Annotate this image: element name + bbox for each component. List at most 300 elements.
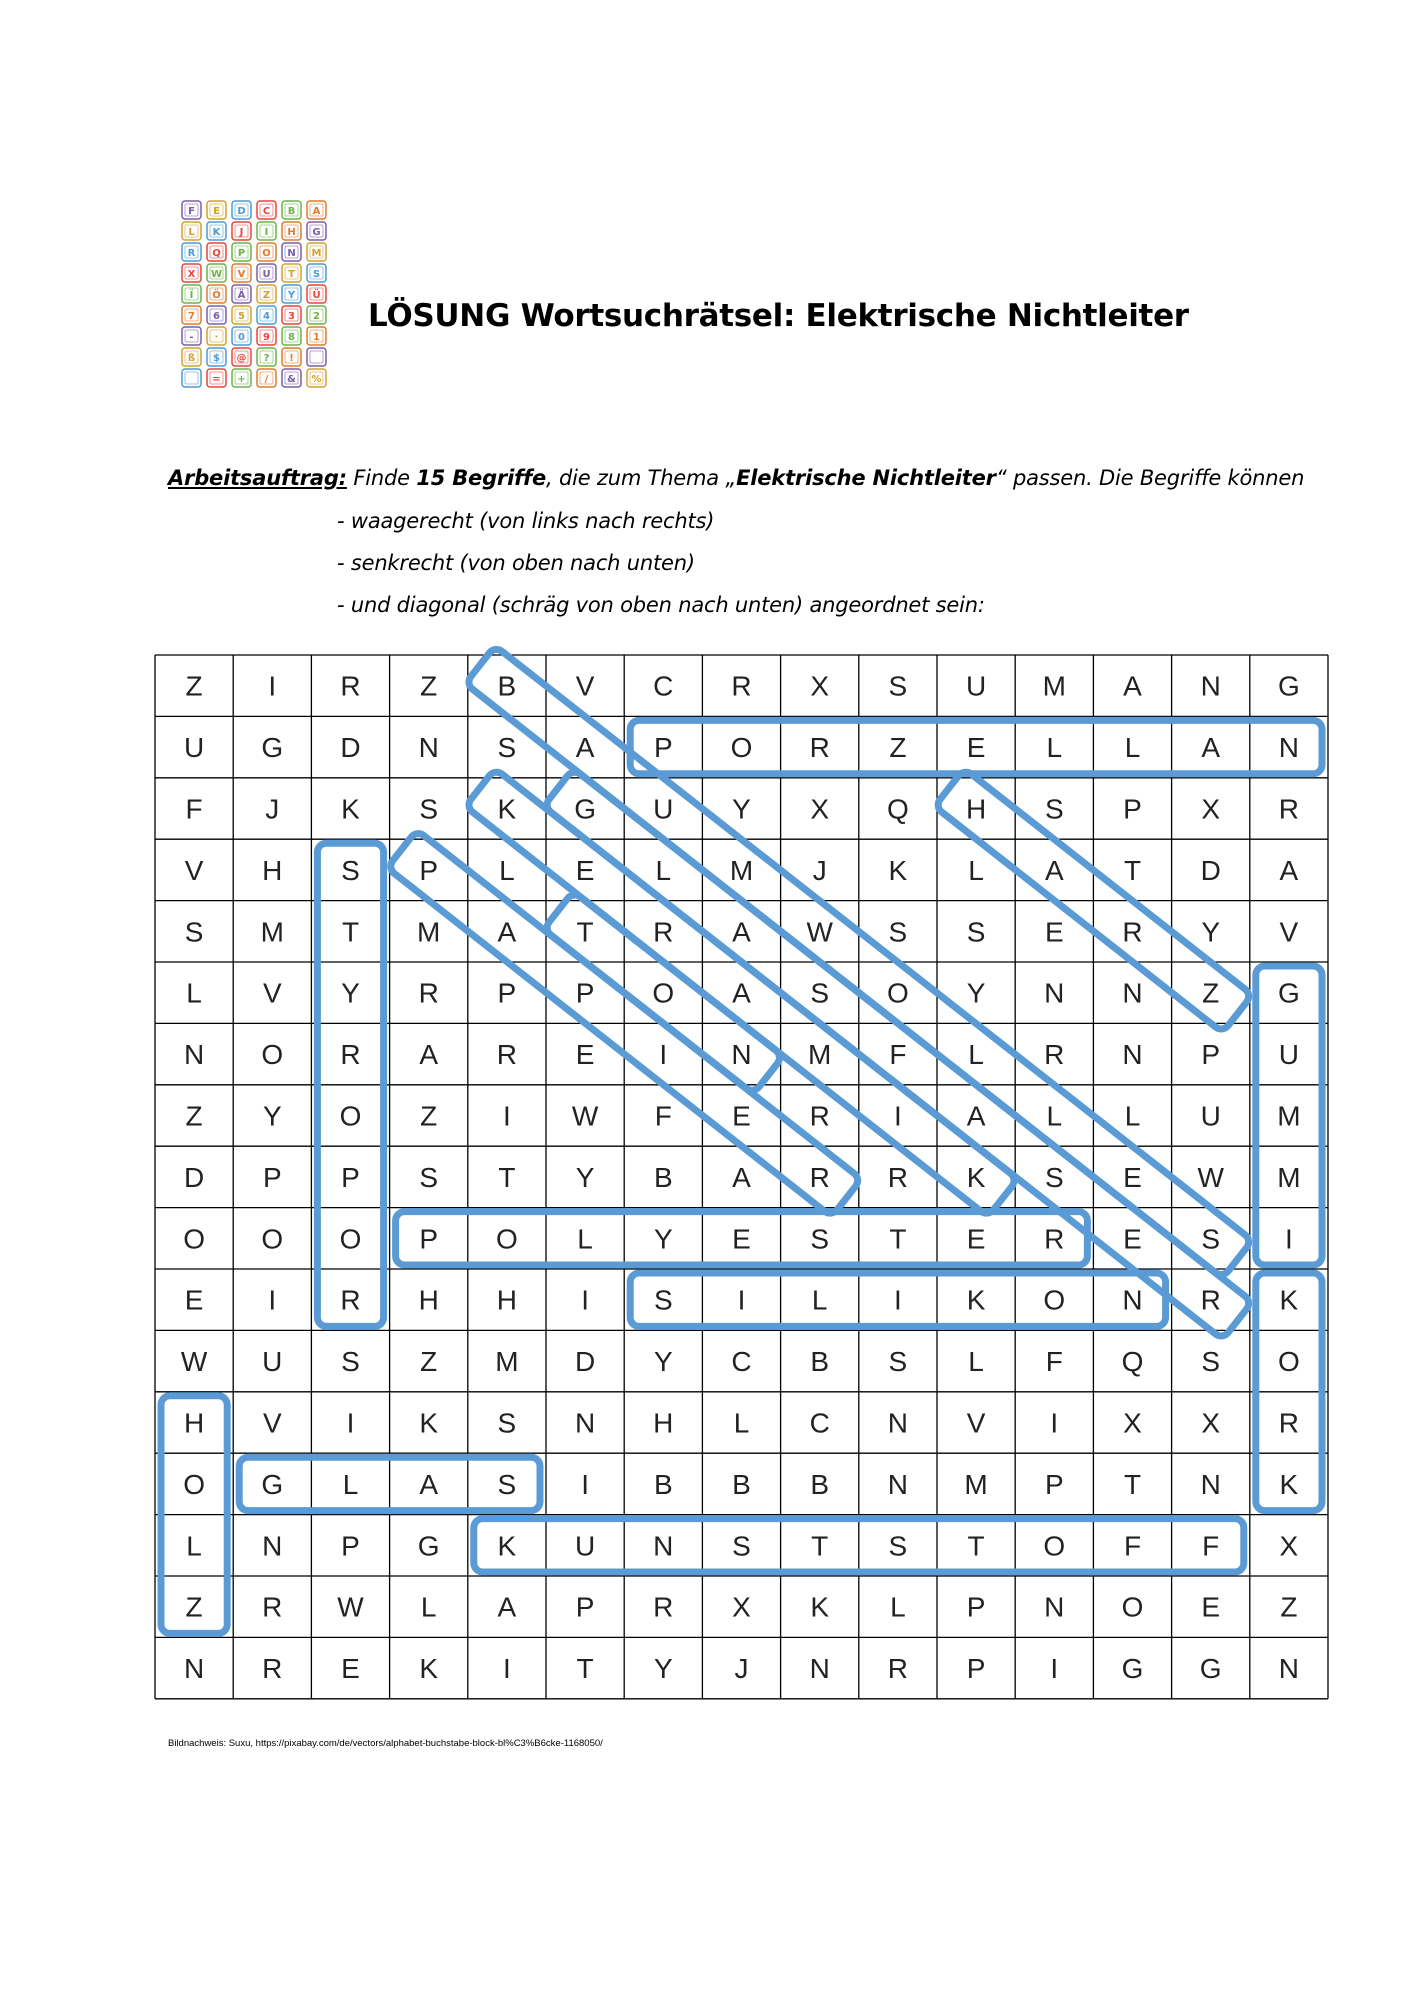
svg-text:2: 2 — [313, 311, 320, 322]
grid-cell: I — [503, 1653, 511, 1685]
svg-text:=: = — [212, 374, 221, 385]
grid-cell: Y — [341, 977, 360, 1009]
grid-cell: A — [732, 1161, 751, 1193]
grid-cell: E — [1123, 1161, 1142, 1193]
grid-cell: K — [966, 1161, 986, 1193]
grid-cell: C — [731, 1346, 752, 1378]
grid-cell: X — [1123, 1407, 1142, 1439]
grid-cell: O — [1043, 1530, 1066, 1562]
svg-text:7: 7 — [188, 311, 195, 322]
grid-cell: K — [810, 1591, 830, 1623]
grid-cell: N — [1044, 977, 1065, 1009]
task-text-3: “ passen. Die Begriffe können — [995, 466, 1305, 490]
grid-cell: M — [1042, 670, 1066, 702]
grid-cell: T — [576, 916, 594, 948]
grid-cell: O — [183, 1223, 205, 1255]
grid-cell: W — [1197, 1161, 1224, 1193]
grid-cell: S — [732, 1530, 751, 1562]
grid-cell: S — [888, 1530, 908, 1562]
grid-cell: O — [1043, 1284, 1066, 1316]
grid-cell: I — [894, 1284, 902, 1316]
grid-cell: F — [654, 1100, 672, 1132]
task-text-2: , die zum Thema „ — [546, 466, 737, 490]
svg-text:$: $ — [213, 353, 220, 364]
grid-cell: L — [1046, 1100, 1063, 1132]
grid-cell: S — [184, 916, 204, 948]
grid-cell: Y — [653, 1346, 673, 1378]
grid-cell: R — [1200, 1284, 1221, 1316]
grid-cell: S — [888, 916, 908, 948]
grid-cell: D — [183, 1161, 205, 1193]
grid-cell: S — [1201, 1223, 1221, 1255]
grid-cell: L — [186, 1530, 202, 1562]
svg-text:/: / — [264, 374, 269, 385]
svg-text:V: V — [237, 269, 246, 280]
grid-cell: Y — [262, 1100, 282, 1132]
grid-cell: Q — [1121, 1346, 1144, 1378]
grid-cell: I — [1285, 1223, 1293, 1255]
grid-cell: X — [1201, 1407, 1221, 1439]
grid-cell: O — [261, 1039, 284, 1071]
svg-text:Ä: Ä — [237, 290, 246, 301]
grid-cell: L — [1124, 1100, 1141, 1132]
grid-cell: I — [1050, 1407, 1059, 1439]
grid-cell: P — [262, 1161, 282, 1193]
grid-cell: S — [1201, 1346, 1221, 1378]
grid-cell: P — [1123, 793, 1142, 825]
svg-text:?: ? — [263, 353, 270, 364]
grid-cell: A — [1123, 670, 1142, 702]
svg-text:%: % — [311, 374, 322, 385]
grid-cell: W — [571, 1100, 599, 1132]
grid-cell: Z — [889, 732, 907, 764]
grid-cell: R — [1278, 793, 1300, 825]
grid-cell: T — [576, 1653, 594, 1685]
grid-cell: R — [1044, 1223, 1065, 1255]
grid-cell: O — [730, 732, 753, 764]
grid-cell: T — [811, 1530, 829, 1562]
grid-cell: P — [966, 1591, 986, 1623]
svg-text:C: C — [262, 206, 271, 217]
grid-cell: G — [574, 793, 596, 825]
grid-cell: N — [1200, 1468, 1221, 1500]
grid-cell: S — [341, 854, 360, 886]
grid-cell: K — [341, 793, 360, 825]
grid-cell: L — [968, 854, 984, 886]
svg-text:X: X — [187, 269, 196, 280]
grid-cell: Z — [185, 670, 203, 702]
grid-cell: F — [1045, 1346, 1063, 1378]
grid-cell: T — [889, 1223, 907, 1255]
grid-cell: R — [809, 732, 830, 764]
svg-text:9: 9 — [263, 332, 270, 343]
grid-letters — [181, 671, 1301, 1684]
grid-cell: O — [496, 1223, 518, 1255]
grid-cell: N — [1278, 1653, 1300, 1685]
grid-cell: B — [497, 670, 517, 702]
grid-cell: Y — [732, 793, 751, 825]
svg-text:5: 5 — [238, 311, 245, 322]
grid-cell: R — [340, 670, 361, 702]
grid-cell: I — [894, 1100, 902, 1132]
svg-text:Q: Q — [212, 248, 221, 259]
grid-cell: R — [262, 1591, 283, 1623]
grid-cell: X — [810, 670, 830, 702]
grid-cell: Z — [185, 1591, 203, 1623]
grid-cell: W — [806, 916, 833, 948]
grid-cell: X — [732, 1591, 751, 1623]
grid-cell: J — [265, 793, 280, 825]
grid-cell: H — [262, 854, 283, 886]
grid-cell: P — [341, 1530, 360, 1562]
grid-cell: E — [184, 1284, 204, 1316]
grid-cell: R — [653, 916, 674, 948]
grid-cell: L — [342, 1468, 359, 1500]
svg-text:Ö: Ö — [212, 290, 221, 301]
grid-cell: S — [810, 1223, 830, 1255]
grid-cell: G — [417, 1530, 440, 1562]
grid-cell: D — [1200, 854, 1221, 886]
svg-text:4: 4 — [263, 311, 270, 322]
grid-cell: S — [810, 977, 830, 1009]
grid-cell: I — [1050, 1653, 1059, 1685]
grid-cell: P — [497, 977, 517, 1009]
grid-cell: R — [496, 1039, 518, 1071]
grid-cell: E — [575, 1039, 595, 1071]
grid-cell: K — [497, 1530, 517, 1562]
svg-text:1: 1 — [313, 332, 320, 343]
grid-cell: V — [184, 854, 204, 886]
grid-cell: C — [809, 1407, 830, 1439]
svg-text:G: G — [312, 227, 321, 238]
grid-cell: Y — [1201, 916, 1221, 948]
grid-cell: N — [1122, 977, 1143, 1009]
grid-cell: M — [808, 1039, 832, 1071]
image-credit: Bildnachweis: Suxu, https://pixabay.com/de/vectors/alphabet-buchstabe-block-bl%C3%B6cke-1168050/ — [168, 1738, 603, 1749]
grid-cell: A — [497, 1591, 517, 1623]
grid-cell: V — [262, 1407, 282, 1439]
grid-cell: E — [1044, 916, 1064, 948]
grid-cell: F — [889, 1039, 907, 1071]
svg-text:T: T — [288, 269, 295, 280]
grid-cell: S — [1044, 793, 1064, 825]
grid-cell: A — [1279, 854, 1299, 886]
task-bullet-horizontal: - waagerecht (von links nach rechts) — [337, 509, 715, 533]
grid-cell: O — [261, 1223, 284, 1255]
grid-cell: K — [966, 1284, 986, 1316]
svg-text:3: 3 — [288, 311, 295, 322]
grid-cell: N — [1122, 1284, 1143, 1316]
grid-cell: Y — [966, 977, 986, 1009]
grid-cell: N — [262, 1530, 283, 1562]
grid-cell: N — [418, 732, 439, 764]
grid-cell: N — [887, 1468, 909, 1500]
grid-cell: A — [575, 732, 595, 764]
grid-cell: S — [1044, 1161, 1064, 1193]
grid-cell: X — [810, 793, 830, 825]
grid-cell: A — [1044, 854, 1064, 886]
grid-cell: H — [418, 1284, 439, 1316]
svg-text:6: 6 — [213, 311, 220, 322]
grid-cell: H — [496, 1284, 518, 1316]
grid-cell: S — [419, 1161, 439, 1193]
grid-cell: C — [653, 670, 674, 702]
grid-cell: N — [809, 1653, 830, 1685]
grid-cell: T — [1123, 1468, 1142, 1500]
svg-text:+: + — [237, 374, 246, 385]
grid-cell: N — [1278, 732, 1300, 764]
grid-cell: L — [499, 854, 515, 886]
grid-cell: S — [653, 1284, 673, 1316]
grid-cell: R — [340, 1039, 361, 1071]
svg-text:Ï: Ï — [189, 290, 194, 301]
grid-cell: I — [581, 1284, 589, 1316]
grid-cell: V — [1279, 916, 1299, 948]
grid-cell: S — [497, 1407, 517, 1439]
grid-cell: Z — [420, 1100, 438, 1132]
grid-cell: E — [732, 1223, 751, 1255]
grid-cell: Z — [1202, 977, 1220, 1009]
grid-cell: M — [729, 854, 754, 886]
grid-cell: A — [1201, 732, 1221, 764]
grid-cell: O — [339, 1100, 362, 1132]
grid-cell: N — [731, 1039, 752, 1071]
svg-text:L: L — [188, 227, 195, 238]
grid-cell: D — [574, 1346, 596, 1378]
grid-cell: N — [574, 1407, 596, 1439]
grid-cell: V — [262, 977, 282, 1009]
grid-cell: A — [419, 1468, 439, 1500]
grid-cell: F — [1202, 1530, 1220, 1562]
grid-cell: B — [653, 1468, 673, 1500]
grid-cell: P — [575, 1591, 595, 1623]
grid-cell: U — [653, 793, 674, 825]
grid-cell: S — [497, 732, 517, 764]
grid-cell: S — [497, 1468, 517, 1500]
grid-cell: A — [419, 1039, 439, 1071]
grid-cell: H — [965, 793, 987, 825]
grid-cell: I — [268, 670, 277, 702]
grid-cell: L — [968, 1346, 984, 1378]
svg-text:-: - — [189, 332, 194, 343]
grid-cell: P — [1201, 1039, 1221, 1071]
grid-cell: B — [653, 1161, 673, 1193]
grid-cell: L — [577, 1223, 593, 1255]
grid-cell: L — [186, 977, 202, 1009]
grid-cell: M — [417, 916, 441, 948]
grid-cell: S — [419, 793, 439, 825]
svg-text:&: & — [287, 374, 296, 385]
grid-cell: L — [655, 854, 672, 886]
task-bullet-diagonal: - und diagonal (schräg von oben nach unten) angeordnet sein: — [337, 593, 985, 617]
grid-cell: G — [1278, 670, 1300, 702]
grid-cell: R — [1044, 1039, 1065, 1071]
task-text-1: Finde — [346, 466, 417, 490]
grid-cell: L — [1046, 732, 1063, 764]
grid-cell: A — [497, 916, 517, 948]
svg-text:B: B — [287, 206, 296, 217]
grid-cell: O — [183, 1468, 205, 1500]
grid-cell: Z — [1280, 1591, 1298, 1623]
grid-cell: U — [1200, 1100, 1221, 1132]
grid-cell: L — [811, 1284, 828, 1316]
grid-cell: K — [419, 1653, 439, 1685]
grid-cell: N — [183, 1039, 205, 1071]
grid-cell: U — [183, 732, 205, 764]
grid-cell: N — [887, 1407, 909, 1439]
grid-cell: P — [419, 854, 439, 886]
grid-cell: I — [346, 1407, 355, 1439]
grid-cell: N — [1122, 1039, 1143, 1071]
grid-cell: O — [1121, 1591, 1144, 1623]
grid-cell: N — [1200, 670, 1221, 702]
grid-cell: O — [652, 977, 675, 1009]
grid-cell: L — [968, 1039, 984, 1071]
grid-cell: E — [966, 1223, 986, 1255]
grid-cell: K — [1279, 1284, 1299, 1316]
grid-cell: J — [734, 1653, 749, 1685]
grid-cell: I — [268, 1284, 277, 1316]
grid-cell: B — [810, 1468, 830, 1500]
svg-text:W: W — [210, 269, 223, 280]
grid-cell: P — [419, 1223, 439, 1255]
grid-cell: U — [574, 1530, 596, 1562]
grid-cell: Y — [575, 1161, 595, 1193]
svg-text:F: F — [188, 206, 195, 217]
grid-cell: E — [966, 732, 986, 764]
grid-cell: B — [810, 1346, 830, 1378]
grid-cell: T — [498, 1161, 516, 1193]
grid-cell: A — [732, 916, 751, 948]
grid-cell: T — [341, 916, 360, 948]
grid-cell: V — [575, 670, 595, 702]
grid-cell: I — [503, 1100, 511, 1132]
grid-cell: V — [966, 1407, 986, 1439]
grid-cell: E — [732, 1100, 751, 1132]
grid-cell: N — [183, 1653, 205, 1685]
grid-cell: E — [1201, 1591, 1221, 1623]
grid-cell: L — [1124, 732, 1141, 764]
grid-cell: O — [1278, 1346, 1300, 1378]
grid-cell: K — [1279, 1468, 1299, 1500]
grid-cell: G — [1278, 977, 1300, 1009]
svg-text:I: I — [264, 227, 269, 238]
grid-cell: L — [890, 1591, 906, 1623]
svg-text:ß: ß — [187, 353, 196, 364]
grid-cell: R — [887, 1161, 909, 1193]
grid-cell: S — [888, 670, 908, 702]
grid-cell: R — [809, 1100, 830, 1132]
grid-cell: P — [341, 1161, 360, 1193]
grid-cell: G — [261, 1468, 284, 1500]
grid-cell: M — [495, 1346, 519, 1378]
svg-text:!: ! — [289, 353, 294, 364]
grid-cell: O — [339, 1223, 362, 1255]
grid-cell: T — [967, 1530, 985, 1562]
svg-text:P: P — [237, 248, 246, 259]
grid-cell: X — [1279, 1530, 1299, 1562]
grid-cell: S — [966, 916, 986, 948]
svg-text:K: K — [212, 227, 221, 238]
svg-text:0: 0 — [238, 332, 245, 343]
grid-cell: G — [1121, 1653, 1144, 1685]
svg-text:Z: Z — [262, 290, 271, 301]
svg-text:Y: Y — [287, 290, 296, 301]
grid-cell: O — [887, 977, 909, 1009]
grid-cell: R — [340, 1284, 361, 1316]
grid-cell: R — [731, 670, 752, 702]
svg-text:S: S — [312, 269, 321, 280]
grid-cell: P — [966, 1653, 986, 1685]
svg-text:M: M — [311, 248, 322, 259]
grid-cell: R — [1278, 1407, 1300, 1439]
grid-cell: F — [1123, 1530, 1142, 1562]
grid-cell: E — [1123, 1223, 1142, 1255]
svg-text:8: 8 — [288, 332, 295, 343]
svg-text:@: @ — [236, 353, 247, 364]
grid-cell: K — [888, 854, 908, 886]
grid-cell: I — [659, 1039, 668, 1071]
grid-cell: K — [497, 793, 517, 825]
grid-cell: R — [887, 1653, 909, 1685]
grid-cell: X — [1201, 793, 1221, 825]
svg-text:J: J — [239, 227, 244, 238]
svg-text:D: D — [237, 206, 246, 217]
grid-cell: N — [653, 1530, 674, 1562]
grid-cell: W — [180, 1346, 208, 1378]
grid-cell: E — [575, 854, 595, 886]
grid-cell: A — [732, 977, 751, 1009]
grid-cell: M — [1277, 1161, 1301, 1193]
grid-cell: P — [653, 732, 673, 764]
task-bullet-vertical: - senkrecht (von oben nach unten) — [337, 551, 695, 575]
svg-text:U: U — [262, 269, 271, 280]
grid-cell: G — [1199, 1653, 1222, 1685]
grid-cell: H — [653, 1407, 674, 1439]
grid-cell: W — [337, 1591, 364, 1623]
grid-cell: M — [964, 1468, 988, 1500]
page-title: LÖSUNG Wortsuchrätsel: Elektrische Nichtleiter — [368, 298, 1189, 334]
grid-cell: Z — [420, 670, 438, 702]
grid-cell: P — [1044, 1468, 1064, 1500]
grid-cell: N — [1044, 1591, 1065, 1623]
grid-cell: R — [653, 1591, 674, 1623]
svg-text:A: A — [312, 206, 321, 217]
task-label: Arbeitsauftrag: — [168, 466, 347, 490]
task-count: 15 Begriffe — [416, 466, 546, 490]
grid-cell: L — [733, 1407, 750, 1439]
grid-cell: S — [341, 1346, 360, 1378]
grid-cell: A — [966, 1100, 986, 1132]
grid-cell: U — [1278, 1039, 1300, 1071]
svg-text:R: R — [187, 248, 196, 259]
grid-cell: J — [812, 854, 827, 886]
grid-cell: E — [341, 1653, 360, 1685]
grid-cell: R — [262, 1653, 283, 1685]
svg-text:E: E — [213, 206, 220, 217]
grid-cell: L — [420, 1591, 437, 1623]
task-topic: Elektrische Nichtleiter — [736, 466, 996, 490]
grid-cell: S — [888, 1346, 908, 1378]
grid-cell: R — [809, 1161, 830, 1193]
svg-text:O: O — [262, 248, 271, 259]
grid-cell: F — [185, 793, 203, 825]
grid-cell: I — [737, 1284, 746, 1316]
grid-cell: U — [965, 670, 987, 702]
grid-cell: B — [732, 1468, 751, 1500]
grid-cell: Z — [185, 1100, 203, 1132]
grid-cell: P — [575, 977, 595, 1009]
